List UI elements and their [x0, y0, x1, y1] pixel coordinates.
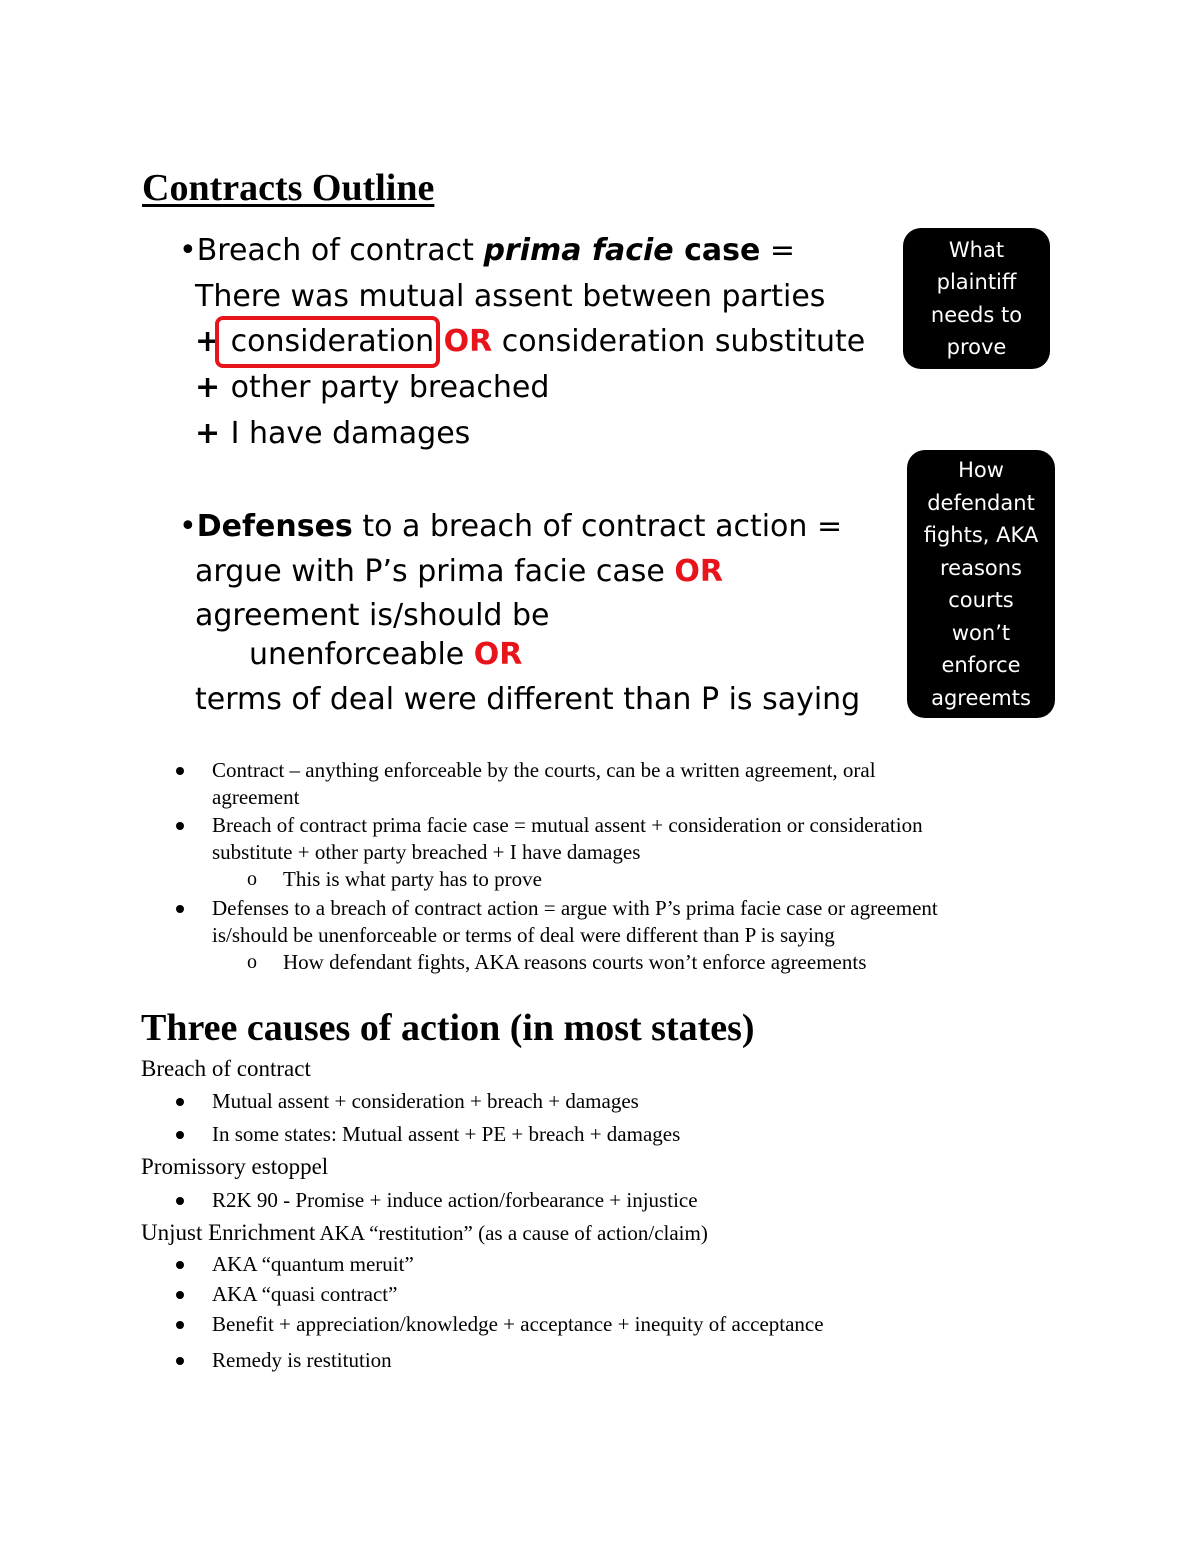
slide-bullet-prima-facie: •Breach of contract prima facie case = [179, 233, 796, 268]
slide-bullet-defenses: •Defenses to a breach of contract action = [179, 509, 843, 544]
bullet-dot [176, 1357, 184, 1365]
bullet-dot [176, 905, 184, 913]
consideration-highlight-box [215, 316, 440, 368]
slide-line-terms: terms of deal were different than P is saying [195, 682, 861, 717]
breach-label: Breach of contract [141, 1056, 311, 1081]
sub-bullet-marker: o [247, 868, 257, 890]
bullet-dot [176, 767, 184, 775]
bullet-dot [176, 1098, 184, 1106]
slide-line-breached: + other party breached [195, 370, 550, 405]
bullet-dot [176, 1197, 184, 1205]
unjust-label: Unjust Enrichment AKA “restitution” (as a cause of action/claim) [141, 1220, 708, 1245]
slide-line-mutual-assent: There was mutual assent between parties [195, 279, 826, 314]
bullet-dot [176, 822, 184, 830]
slide-line-damages: + I have damages [195, 416, 471, 451]
causes-heading: Three causes of action (in most states) [141, 1007, 755, 1049]
promissory-label: Promissory estoppel [141, 1154, 329, 1179]
bullet-glyph: • [179, 509, 197, 544]
callout-defendant: How defendant fights, AKA reasons courts won’t enforce agreemts [907, 450, 1055, 718]
slide-line-agreement: agreement is/should be [195, 598, 550, 633]
bullet-dot [176, 1261, 184, 1269]
callout-plaintiff: What plaintiff needs to prove [903, 228, 1050, 369]
slide-line-argue: argue with P’s prima facie case OR [195, 554, 723, 589]
sub-bullet-marker: o [247, 951, 257, 973]
page-title: Contracts Outline [142, 167, 435, 209]
bullet-dot [176, 1321, 184, 1329]
slide-line-unenforceable: unenforceable OR [249, 637, 523, 672]
slide-line-consideration: + consideration OR consideration substitute [195, 324, 866, 359]
bullet-glyph: • [179, 233, 197, 268]
bullet-dot [176, 1291, 184, 1299]
bullet-dot [176, 1131, 184, 1139]
